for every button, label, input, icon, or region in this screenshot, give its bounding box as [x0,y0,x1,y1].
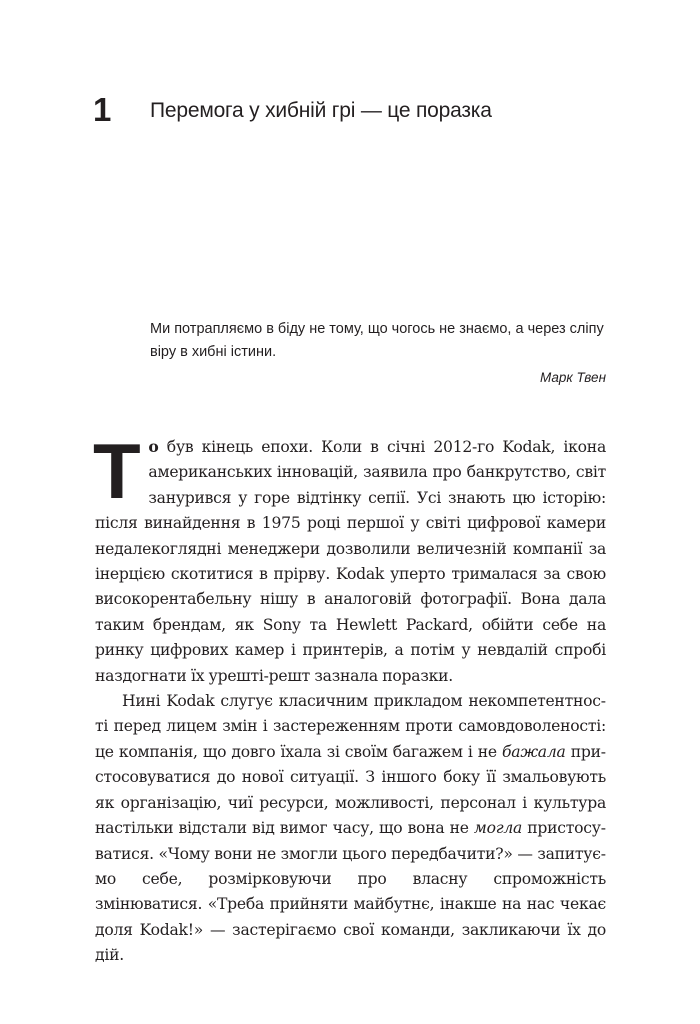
emphasis-wanted: бажала [502,742,566,761]
paragraph-2 [95,689,606,968]
paragraph-1-text: був кінець епохи. Коли в січні 2012-го Kodak, ікона американських інновацій, заявила про банкрутство, світ занурився у горе відтінку сепії. Усі знають цю історію: після винайдення в 1975 році першої у світі цифрової камери недалекоглядні менеджери дозволили величезній компанії за інерцією скотитися в прірву. Kodak уперто трималася за свою високорентабельну нішу в аналоговій фотографії. Вона дала таким брендам, як Sony та Hewlett Packard, обійти себе на ринку цифрових камер і принтерів, а потім у невдалій спробі наздогнати їх урешті-решт зазнала поразки. [95,438,606,685]
emphasis-could: могла [473,819,523,838]
paragraph-2-text-a: Нині Kodak слугує класичним прикладом некомпетентності перед лицем змін і застереженням проти самовдоволеності: це компанія, що довго їхала зі своїм багажем і не [95,692,606,761]
epigraph [150,318,606,388]
chapter-title: Перемога у хибній грі — це поразка [150,99,492,122]
drop-cap-continuation: о [148,437,159,456]
epigraph-author: Марк Твен [539,370,606,385]
paragraph-2-text-c: пристосуватися. «Чому вони не змогли цього передбачити?» — запитуємо себе, розмірковуючи про власну спроможність змінюватися. «Треба прийняти майбутнє, інакше на нас чекає доля Kodak!» — застерігаємо свої команди, закликаючи їх до дій. [95,819,606,965]
paragraph-1 [93,427,606,689]
chapter-number: 1 [93,91,112,128]
chapter-body [93,427,606,969]
paragraph-2-text-b: пристосовуватися до нової ситуації. З іншого боку її змальовують як організацію, чиї ресурси, можливості, персонал і культура настільки відстали від вимог часу, що вона не [95,742,606,838]
epigraph-quote: Ми потрапляємо в біду не тому, що чогось не знаємо, а через сліпу віру в хибні істини. [150,321,604,360]
drop-cap: Т [93,427,141,515]
